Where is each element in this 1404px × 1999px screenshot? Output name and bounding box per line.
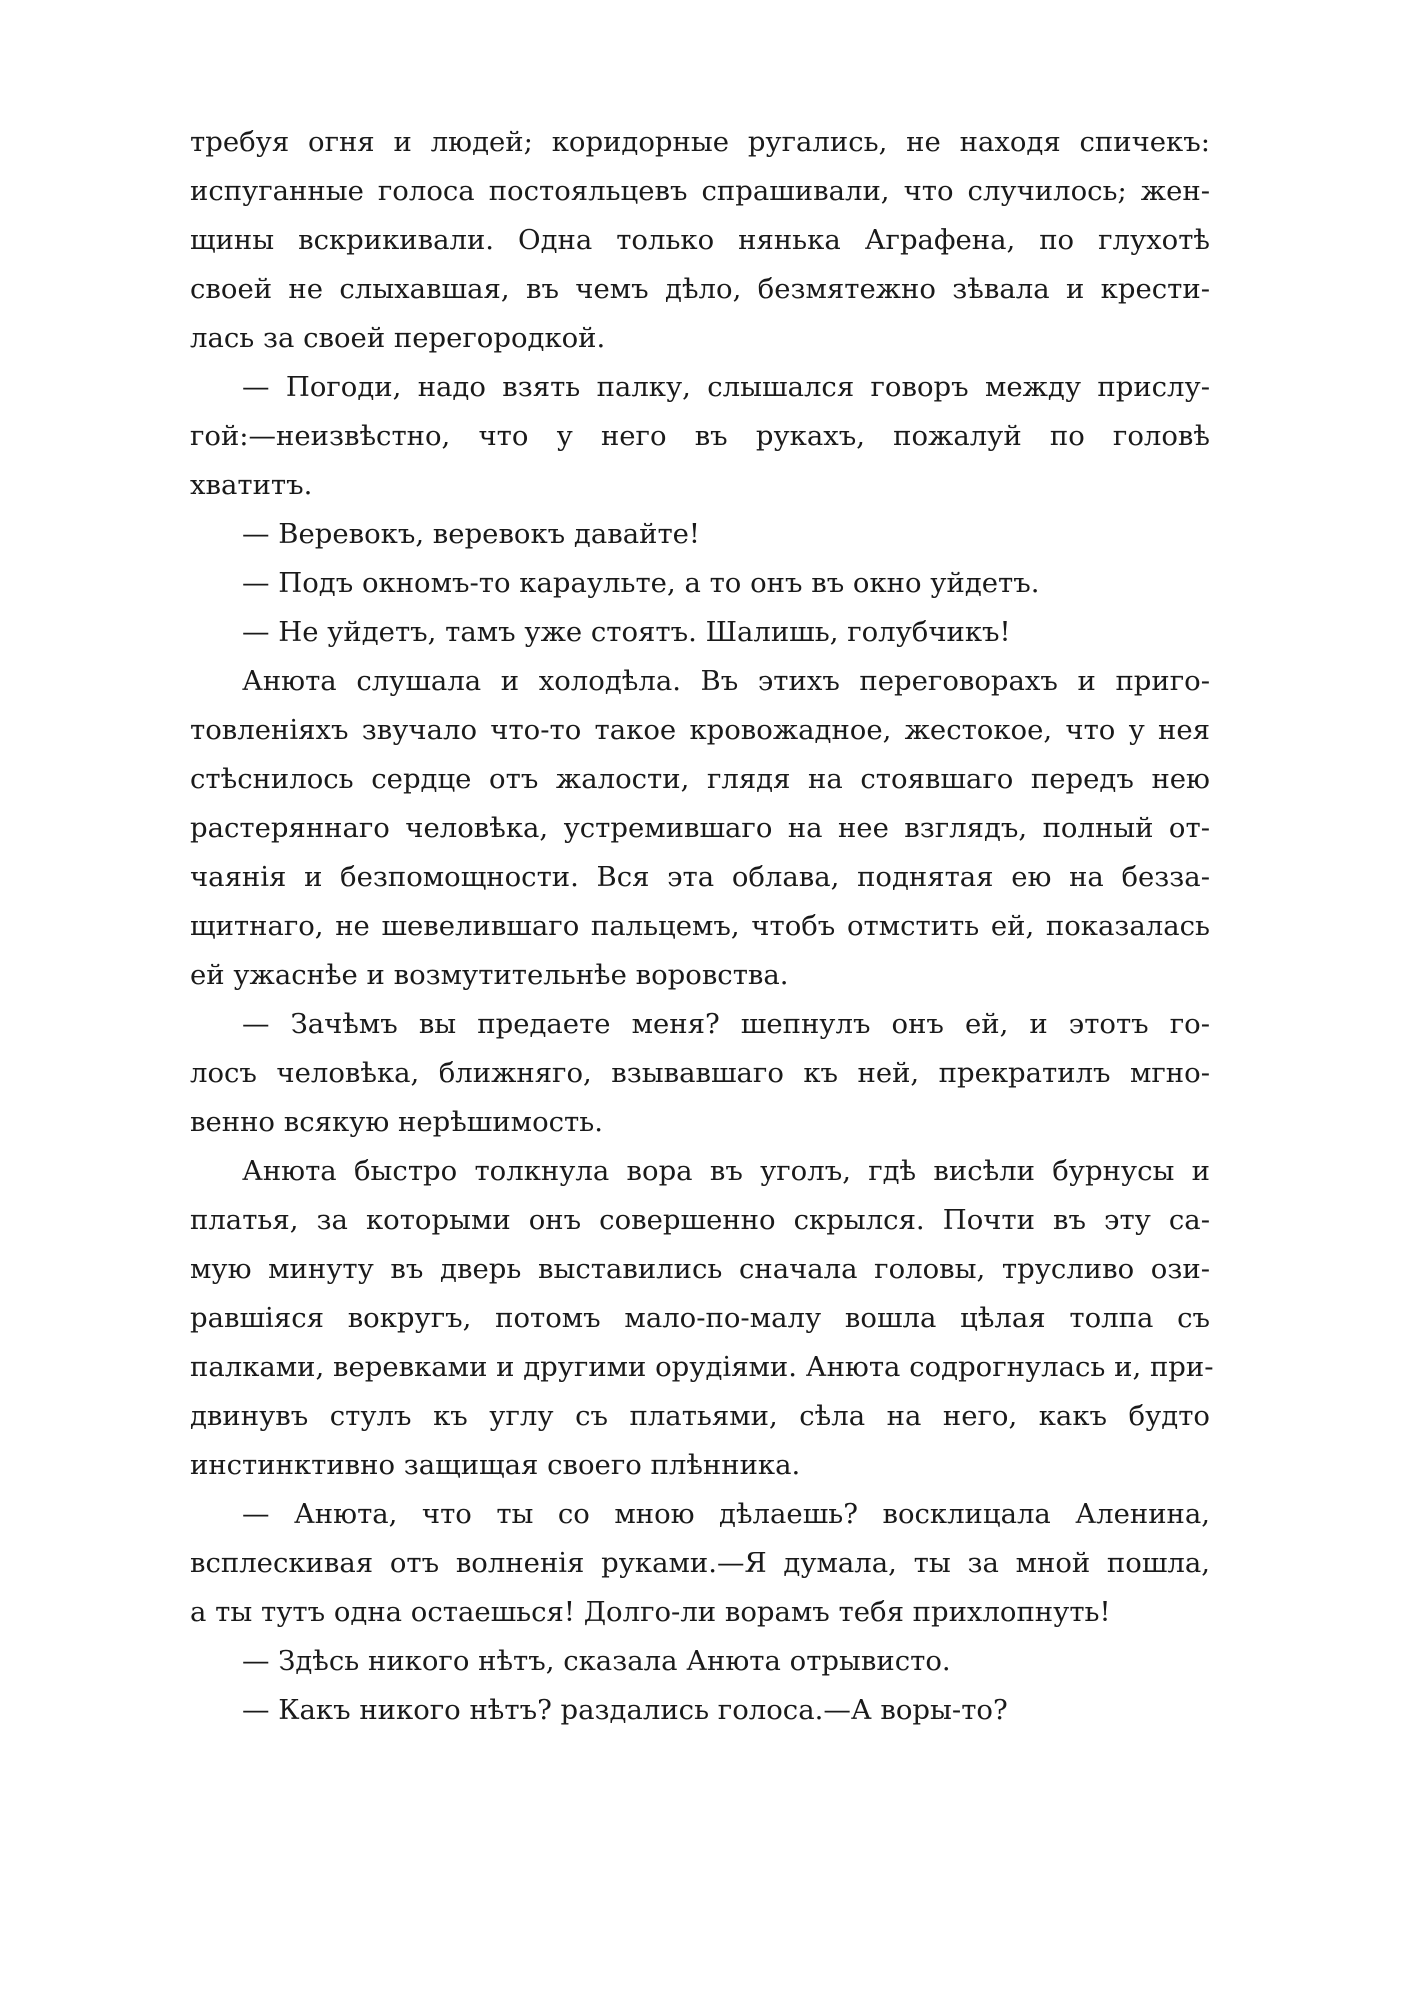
text-line: всплескивая отъ волненія руками.—Я думала, ты за мной пошла, [190, 1547, 1210, 1579]
text-line: двинувъ стулъ къ углу съ платьями, сѣла на него, какъ будто [190, 1400, 1210, 1432]
text-line: товленіяхъ звучало что-то такое кровожадное, жестокое, что у нея [190, 714, 1210, 746]
paragraph [190, 657, 1210, 1000]
text-line: щины вскрикивали. Одна только нянька Аграфена, по глухотѣ [190, 224, 1210, 256]
text-line: палками, веревками и другими орудіями. Анюта содрогнулась и, при- [190, 1351, 1214, 1383]
text-line: а ты тутъ одна остаешься! Долго-ли ворамъ тебя прихлопнуть! [190, 1596, 1111, 1628]
text-line: ей ужаснѣе и возмутительнѣе воровства. [190, 959, 789, 991]
text-line: платья, за которыми онъ совершенно скрылся. Почти въ эту са- [190, 1204, 1210, 1236]
text-line: растеряннаго человѣка, устремившаго на нее взглядъ, полный от- [190, 812, 1210, 844]
text-line: гой:—неизвѣстно, что у него въ рукахъ, пожалуй по головѣ [190, 420, 1210, 452]
text-line: — Анюта, что ты со мною дѣлаешь? восклицала Аленина, [242, 1498, 1210, 1530]
text-line: равшіяся вокругъ, потомъ мало-по-малу вошла цѣлая толпа съ [190, 1302, 1210, 1334]
paragraph [190, 559, 1210, 608]
text-line: щитнаго, не шевелившаго пальцемъ, чтобъ отмстить ей, показалась [190, 910, 1210, 942]
paragraph [190, 1490, 1210, 1637]
paragraph [190, 608, 1210, 657]
text-line: — Погоди, надо взять палку, слышался говоръ между прислу- [242, 371, 1210, 403]
paragraph [190, 1000, 1210, 1147]
text-line: венно всякую нерѣшимость. [190, 1106, 603, 1138]
text-line: своей не слыхавшая, въ чемъ дѣло, безмятежно зѣвала и крести- [190, 273, 1210, 305]
body-text [190, 118, 1214, 1735]
text-line: — Веревокъ, веревокъ давайте! [242, 518, 700, 550]
text-line: чаянія и безпомощности. Вся эта облава, поднятая ею на безза- [190, 861, 1210, 893]
text-line: хватитъ. [190, 469, 313, 501]
paragraph [190, 363, 1210, 510]
text-line: — Подъ окномъ-то караульте, а то онъ въ окно уйдетъ. [242, 567, 1040, 599]
paragraph [190, 1637, 1210, 1686]
paragraph [190, 1686, 1210, 1735]
text-line: Анюта слушала и холодѣла. Въ этихъ переговорахъ и приго- [242, 665, 1210, 697]
paragraph [190, 118, 1210, 363]
text-line: испуганные голоса постояльцевъ спрашивали, что случилось; жен- [190, 175, 1210, 207]
text-line: Анюта быстро толкнула вора въ уголъ, гдѣ висѣли бурнусы и [242, 1155, 1210, 1187]
paragraph [190, 510, 1210, 559]
text-line: — Какъ никого нѣтъ? раздались голоса.—А воры-то? [242, 1694, 1008, 1726]
text-line: лосъ человѣка, ближняго, взывавшаго къ ней, прекратилъ мгно- [190, 1057, 1210, 1089]
text-line: требуя огня и людей; коридорные ругались, не находя спичекъ: [190, 126, 1210, 158]
text-line: стѣснилось сердце отъ жалости, глядя на стоявшаго передъ нею [190, 763, 1210, 795]
text-line: — Здѣсь никого нѣтъ, сказала Анюта отрывисто. [242, 1645, 951, 1677]
text-line: — Зачѣмъ вы предаете меня? шепнулъ онъ ей, и этотъ го- [242, 1008, 1210, 1040]
text-line: инстинктивно защищая своего плѣнника. [190, 1449, 801, 1481]
paragraph [190, 1147, 1214, 1490]
text-line: — Не уйдетъ, тамъ уже стоятъ. Шалишь, голубчикъ! [242, 616, 1011, 648]
text-line: мую минуту въ дверь выставились сначала головы, трусливо ози- [190, 1253, 1210, 1285]
text-line: лась за своей перегородкой. [190, 322, 606, 354]
